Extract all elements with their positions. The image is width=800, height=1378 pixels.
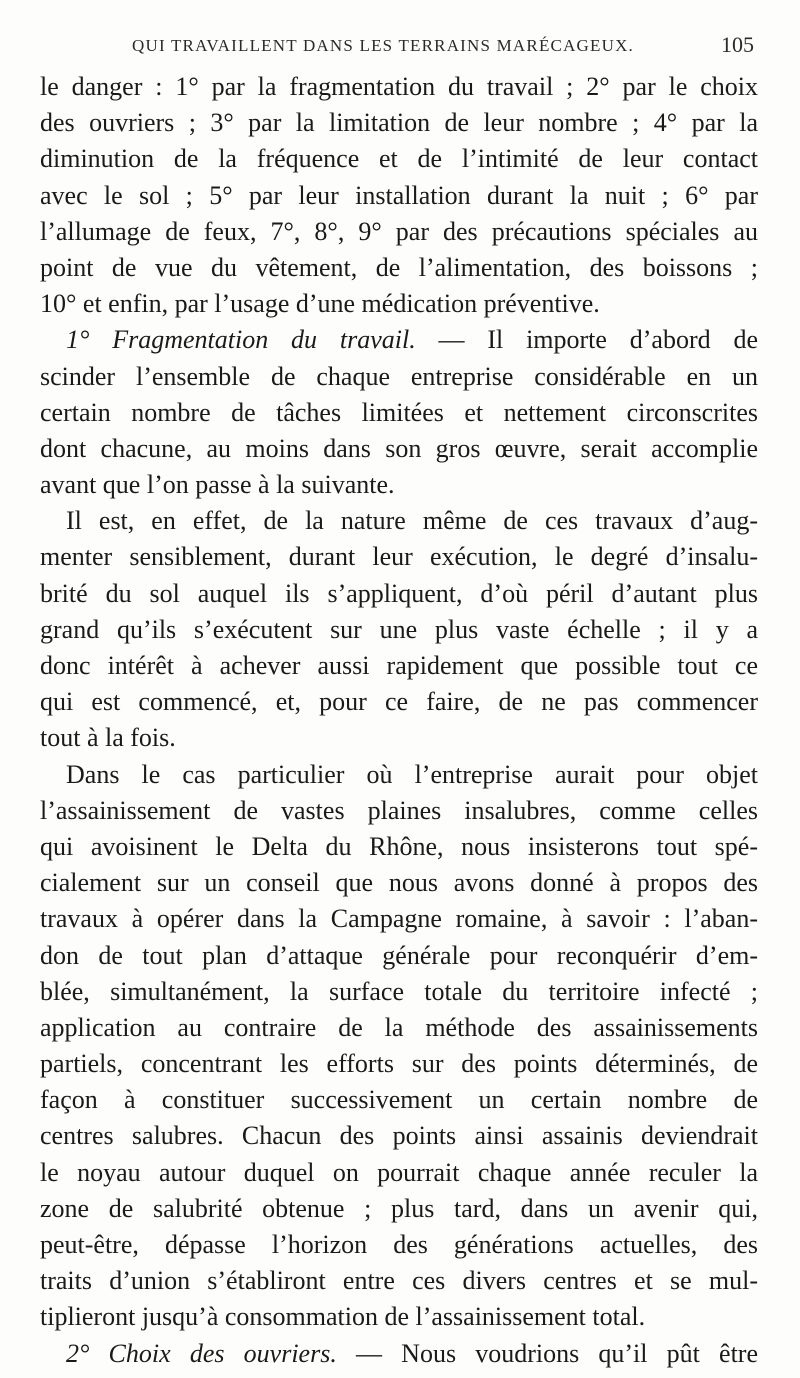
text-line: 10° et enfin, par l’usage d’une médication préventive. (40, 289, 600, 319)
text-line: scinder l’ensemble de chaque entreprise considérable en un (40, 361, 758, 391)
text-line: le noyau autour duquel on pourrait chaque année reculer la (40, 1157, 758, 1187)
text-line: tout à la fois. (40, 723, 176, 753)
text-line: diminution de la fréquence et de l’intimité de leur contact (40, 144, 758, 174)
text-line: brité du sol auquel ils s’appliquent, d’où péril d’autant plus (40, 578, 758, 608)
text-line: certain nombre de tâches limitées et nettement circonscrites (40, 397, 758, 427)
text-line: façon à constituer successivement un certain nombre de (40, 1085, 758, 1115)
text-line: l’assainissement de vastes plaines insalubres, comme celles (40, 795, 758, 825)
text-line: partiels, concentrant les efforts sur des points déterminés, de (40, 1049, 758, 1079)
text-line: blée, simultanément, la surface totale du territoire infecté ; (40, 976, 758, 1006)
text-fragment: — Il importe d’abord de (438, 325, 758, 355)
page-number: 105 (721, 32, 754, 57)
text-line: zone de salubrité obtenue ; plus tard, dans un avenir qui, (40, 1193, 758, 1223)
text-line: cialement sur un conseil que nous avons donné à propos des (40, 868, 758, 898)
text-line: centres salubres. Chacun des points ainsi assainis deviendrait (40, 1121, 758, 1151)
text-line: grand qu’ils s’exécutent sur une plus vaste échelle ; il y a (40, 614, 758, 644)
text-line: Dans le cas particulier où l’entreprise aurait pour objet (66, 759, 758, 789)
text-line: point de vue du vêtement, de l’alimentation, des boissons ; (40, 252, 758, 282)
text-line: Il est, en effet, de la nature même de ces travaux d’aug- (66, 506, 758, 536)
text-line: avec le sol ; 5° par leur installation durant la nuit ; 6° par (40, 180, 758, 210)
section-heading: 2° Choix des ouvriers. (66, 1338, 337, 1368)
text-line: dont chacune, au moins dans son gros œuvre, serait accomplie (40, 433, 758, 463)
section-heading: 1° Fragmentation du travail. (66, 325, 416, 355)
text-line: don de tout plan d’attaque générale pour reconquérir d’em- (40, 940, 758, 970)
body-text (40, 69, 758, 1372)
text-line: des ouvriers ; 3° par la limitation de leur nombre ; 4° par la (40, 108, 758, 138)
text-line: menter sensiblement, durant leur exécution, le degré d’insalu- (40, 542, 758, 572)
text-line: peut-être, dépasse l’horizon des générations actuelles, des (40, 1230, 758, 1259)
section-heading-line (40, 322, 758, 358)
running-title: QUI TRAVAILLENT DANS LES TERRAINS MARÉCAGEUX. (132, 36, 635, 55)
text-line: traits d’union s’établiront entre ces divers centres et se mul- (40, 1266, 758, 1296)
text-line: avant que l’on passe à la suivante. (40, 470, 395, 500)
text-line: application au contraire de la méthode des assainissements (40, 1012, 758, 1042)
text-line: travaux à opérer dans la Campagne romaine, à savoir : l’aban- (40, 904, 758, 934)
text-line: donc intérêt à achever aussi rapidement que possible tout ce (40, 651, 758, 680)
section-heading-line (40, 1336, 758, 1372)
text-line: tiplieront jusqu’à consommation de l’assainissement total. (40, 1302, 646, 1332)
running-head (40, 32, 760, 62)
text-line: qui est commencé, et, pour ce faire, de ne pas commencer (40, 687, 758, 717)
text-line: qui avoisinent le Delta du Rhône, nous insisterons tout spé- (40, 831, 758, 861)
text-fragment: — Nous voudrions qu’il pût être (356, 1338, 759, 1368)
text-line: le danger : 1° par la fragmentation du travail ; 2° par le choix (40, 72, 758, 101)
text-line: l’allumage de feux, 7°, 8°, 9° par des précautions spéciales au (40, 216, 758, 246)
